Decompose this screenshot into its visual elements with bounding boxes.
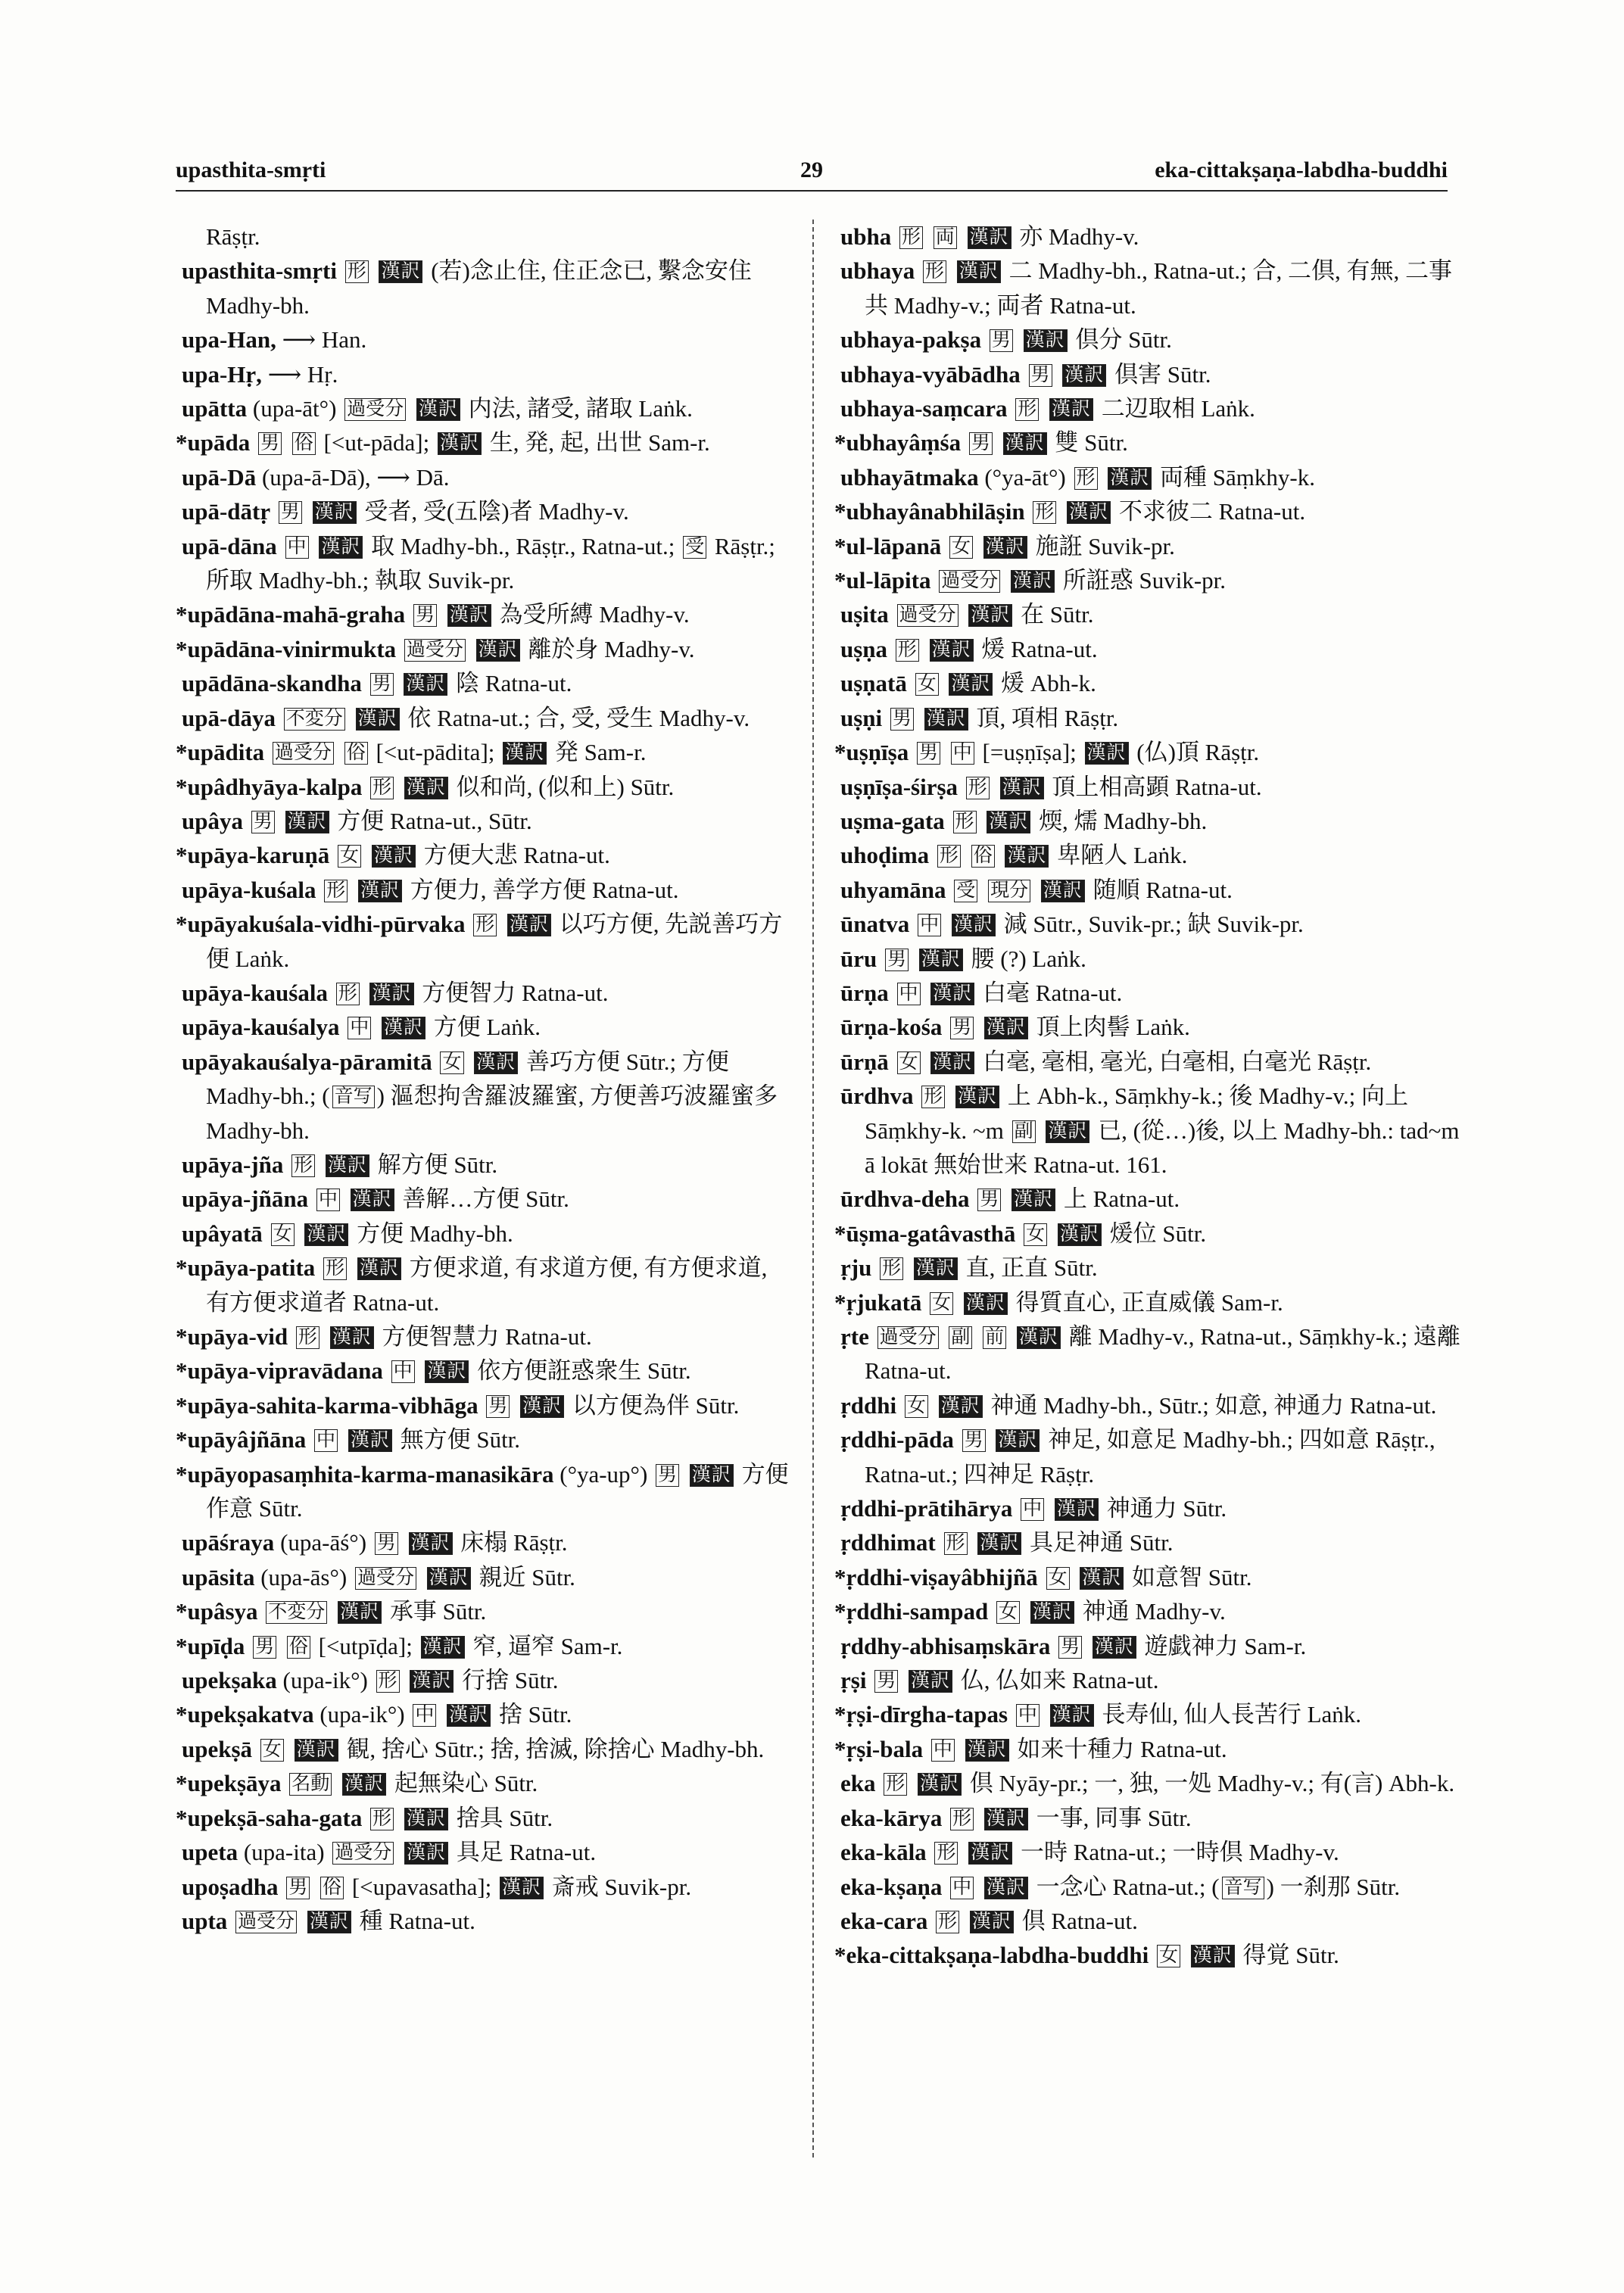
- dictionary-entry: *ūṣma-gatâvasthā 女 漢訳 煖位 Sūtr.: [834, 1220, 1207, 1247]
- dictionary-entry: upāya-kauśalya 中 漢訳 方便 Laṅk.: [182, 1014, 541, 1041]
- dictionary-entry: upâyatā 女 漢訳 方便 Madhy-bh.: [182, 1220, 513, 1247]
- dictionary-entry: *ṛddhi-sampad 女 漢訳 神通 Madhy-v.: [834, 1598, 1226, 1625]
- page-number: 29: [800, 157, 823, 182]
- dictionary-entry: uṣṇīṣa-śirṣa 形 漢訳 頂上相高顕 Ratna-ut.: [840, 773, 1262, 800]
- dictionary-entry: upasthita-smṛti 形 漢訳 (若)念止住, 住正念已, 繫念安住 Madhy-bh.: [182, 257, 752, 319]
- dictionary-entry: uhoḍima 形 俗 漢訳 卑陋人 Laṅk.: [840, 842, 1188, 869]
- dictionary-entry: *upekṣāya 名動 漢訳 起無染心 Sūtr.: [176, 1770, 538, 1797]
- dictionary-entry: *ubhayânabhilāṣin 形 漢訳 不求彼二 Ratna-ut.: [834, 498, 1306, 525]
- dictionary-entry: eka-kṣaṇa 中 漢訳 一念心 Ratna-ut.; ( 音写 ) 一刹那 Sūtr.: [840, 1873, 1401, 1900]
- dictionary-entry: *upādāna-vinirmukta 過受分 漢訳 離於身 Madhy-v.: [176, 635, 695, 662]
- dictionary-entry: *ul-lāpita 過受分 漢訳 所誑惑 Suvik-pr.: [834, 567, 1227, 594]
- dictionary-entry: eka-kāla 形 漢訳 一時 Ratna-ut.; 一時倶 Madhy-v.: [840, 1839, 1339, 1866]
- dictionary-entry: *upāyopasaṃhita-karma-manasikāra (°ya-up°) 男 漢訳 方便作意 Sūtr.: [176, 1460, 789, 1522]
- dictionary-entry: *ṛjukatā 女 漢訳 得質直心, 正直威儀 Sam-r.: [834, 1288, 1283, 1316]
- dictionary-entry: *upekṣakatva (upa-ik°) 中 漢訳 捨 Sūtr.: [176, 1701, 572, 1728]
- dictionary-entry: *upīḍa 男 俗 [<utpīḍa]; 漢訳 窄, 逼窄 Sam-r.: [176, 1632, 623, 1659]
- dictionary-entry: upā-Dā (upa-ā-Dā), ⟶ Dā.: [182, 463, 450, 491]
- dictionary-entry: upekṣā 女 漢訳 観, 捨心 Sūtr.; 捨, 捨滅, 除捨心 Madhy-bh.: [182, 1735, 765, 1762]
- dictionary-entry: upa-Han, ⟶ Han.: [182, 326, 367, 354]
- dictionary-entry: upāsita (upa-ās°) 過受分 漢訳 親近 Sūtr.: [182, 1563, 575, 1590]
- dictionary-entry: uṣṇa 形 漢訳 煖 Ratna-ut.: [840, 635, 1098, 662]
- dictionary-entry: upā-dāya 不変分 漢訳 依 Ratna-ut.; 合, 受, 受生 Madhy-v.: [182, 704, 750, 731]
- dictionary-entry: ṛddhimat 形 漢訳 具足神通 Sūtr.: [840, 1529, 1174, 1556]
- dictionary-entry: ṛddhi-pāda 男 漢訳 神足, 如意足 Madhy-bh.; 四如意 Rāṣṭr., Ratna-ut.; 四神足 Rāṣṭr.: [840, 1426, 1435, 1488]
- dictionary-entry: *upâsya 不変分 漢訳 承事 Sūtr.: [176, 1598, 487, 1625]
- dictionary-entry: ubhaya 形 漢訳 二 Madhy-bh., Ratna-ut.; 合, 二倶, 有無, 二事共 Madhy-v.; 両者 Ratna-ut.: [840, 257, 1453, 319]
- dictionary-entry: upā-dātṛ 男 漢訳 受者, 受(五陰)者 Madhy-v.: [182, 498, 629, 525]
- dictionary-entry: *upekṣā-saha-gata 形 漢訳 捨具 Sūtr.: [176, 1804, 553, 1831]
- dictionary-entry: upātta (upa-āt°) 過受分 漢訳 内法, 諸受, 諸取 Laṅk.: [182, 395, 693, 422]
- dictionary-entry: ūnatva 中 漢訳 減 Sūtr., Suvik-pr.; 缺 Suvik-pr.: [840, 911, 1304, 938]
- dictionary-entry: *upāya-vid 形 漢訳 方便智慧力 Ratna-ut.: [176, 1323, 592, 1350]
- dictionary-entry: eka-kārya 形 漢訳 一事, 同事 Sūtr.: [840, 1804, 1192, 1831]
- dictionary-entry: upāya-kuśala 形 漢訳 方便力, 善学方便 Ratna-ut.: [182, 876, 679, 903]
- dictionary-entry: upāya-kauśala 形 漢訳 方便智力 Ratna-ut.: [182, 979, 609, 1006]
- dictionary-entry: ṛddhi-prātihārya 中 漢訳 神通力 Sūtr.: [840, 1495, 1227, 1522]
- dictionary-entry: *uṣṇīṣa 男 中 [=uṣṇīṣa]; 漢訳 (仏)頂 Rāṣṭr.: [834, 739, 1260, 766]
- dictionary-entry: *ṛṣi-dīrgha-tapas 中 漢訳 長寿仙, 仙人長苦行 Laṅk.: [834, 1701, 1362, 1728]
- dictionary-entry: *upādita 過受分 俗 [<ut-pādita]; 漢訳 発 Sam-r.: [176, 739, 647, 766]
- dictionary-entry: eka 形 漢訳 倶 Nyāy-pr.; 一, 独, 一処 Madhy-v.; 有(言) Abh-k.: [840, 1770, 1455, 1797]
- dictionary-entry: eka-cara 形 漢訳 倶 Ratna-ut.: [840, 1907, 1138, 1934]
- dictionary-entry: uṣṇatā 女 漢訳 煖 Abh-k.: [840, 670, 1096, 697]
- dictionary-entry: upāyakauśalya-pāramitā 女 漢訳 善巧方便 Sūtr.; 方便 Madhy-bh.; ( 音写 ) 漚惒拘舎羅波羅蜜, 方便善巧波羅蜜多 Madhy-bh.: [182, 1048, 778, 1144]
- dictionary-entry: *ubhayâṃśa 男 漢訳 雙 Sūtr.: [834, 429, 1128, 456]
- dictionary-entry: upāśraya (upa-āś°) 男 漢訳 床榻 Rāṣṭr.: [182, 1529, 568, 1556]
- dictionary-entry: uhyamāna 受 現分 漢訳 随順 Ratna-ut.: [840, 876, 1233, 903]
- dictionary-entry: uṣita 過受分 漢訳 在 Sūtr.: [840, 601, 1094, 628]
- dictionary-entry: *ṛddhi-viṣayâbhijñā 女 漢訳 如意智 Sūtr.: [834, 1563, 1252, 1590]
- dictionary-entry: uṣṇi 男 漢訳 頂, 項相 Rāṣṭr.: [840, 704, 1119, 731]
- dictionary-entry: ubhaya-saṃcara 形 漢訳 二辺取相 Laṅk.: [840, 395, 1255, 422]
- dictionary-entry: ūru 男 漢訳 腰 (?) Laṅk.: [840, 945, 1086, 972]
- dictionary-entry: uṣma-gata 形 漢訳 煗, 燸 Madhy-bh.: [840, 807, 1208, 834]
- dictionary-entry: *upāya-vipravādana 中 漢訳 依方便誑惑衆生 Sūtr.: [176, 1357, 691, 1385]
- dictionary-entry: *upāda 男 俗 [<ut-pāda]; 漢訳 生, 発, 起, 出世 Sam-r.: [176, 429, 710, 456]
- left-column: [176, 220, 796, 1938]
- dictionary-entry: *upâdhyāya-kalpa 形 漢訳 似和尚, (似和上) Sūtr.: [176, 773, 675, 800]
- dictionary-entry: upekṣaka (upa-ik°) 形 漢訳 行捨 Sūtr.: [182, 1667, 559, 1694]
- dictionary-entry: ubhaya-pakṣa 男 漢訳 倶分 Sūtr.: [840, 326, 1172, 354]
- dictionary-entry: upā-dāna 中 漢訳 取 Madhy-bh., Rāṣṭr., Ratna-ut.; 受 Rāṣṭr.; 所取 Madhy-bh.; 執取 Suvik-pr.: [182, 532, 775, 594]
- running-head-right: eka-cittakṣaṇa-labdha-buddhi: [1155, 157, 1448, 182]
- dictionary-entry: upoṣadha 男 俗 [<upavasatha]; 漢訳 斎戒 Suvik-pr.: [182, 1873, 692, 1900]
- dictionary-entry: ṛṣi 男 漢訳 仏, 仏如来 Ratna-ut.: [840, 1667, 1159, 1694]
- dictionary-entry: ūrṇa 中 漢訳 白毫 Ratna-ut.: [840, 979, 1123, 1006]
- dictionary-entry: ūrdhva 形 漢訳 上 Abh-k., Sāṃkhy-k.; 後 Madhy-v.; 向上 Sāṃkhy-k. ~m 副 漢訳 已, (從…)後, 以上 Madhy-bh.: tad~m ā lokāt 無始世来 Ratna-ut. 161.: [840, 1083, 1460, 1178]
- dictionary-entry: *upāyâjñāna 中 漢訳 無方便 Sūtr.: [176, 1426, 521, 1453]
- dictionary-entry: ūrṇa-kośa 男 漢訳 頂上肉髻 Laṅk.: [840, 1014, 1190, 1041]
- dictionary-entry: upāya-jñāna 中 漢訳 善解…方便 Sūtr.: [182, 1185, 569, 1213]
- dictionary-entry: *eka-cittakṣaṇa-labdha-buddhi 女 漢訳 得覚 Sūtr.: [834, 1942, 1339, 1969]
- dictionary-entry: ṛddhi 女 漢訳 神通 Madhy-bh., Sūtr.; 如意, 神通力 Ratna-ut.: [840, 1391, 1437, 1419]
- dictionary-entry: upa-Hṛ, ⟶ Hṛ.: [182, 360, 338, 388]
- dictionary-entry: ubhayātmaka (°ya-āt°) 形 漢訳 両種 Sāṃkhy-k.: [840, 463, 1315, 491]
- dictionary-entry: upeta (upa-ita) 過受分 漢訳 具足 Ratna-ut.: [182, 1839, 597, 1866]
- dictionary-entry: ūrṇā 女 漢訳 白毫, 毫相, 毫光, 白毫相, 白毫光 Rāṣṭr.: [840, 1048, 1372, 1075]
- dictionary-entry: ṛte 過受分 副 前 漢訳 離 Madhy-v., Ratna-ut., Sāṃkhy-k.; 遠離 Ratna-ut.: [840, 1323, 1460, 1385]
- dictionary-entry: upâya 男 漢訳 方便 Ratna-ut., Sūtr.: [182, 807, 532, 834]
- dictionary-entry: *upāya-patita 形 漢訳 方便求道, 有求道方便, 有方便求道, 有方便求道者 Ratna-ut.: [176, 1254, 768, 1316]
- dictionary-entry: *upāya-karuṇā 女 漢訳 方便大悲 Ratna-ut.: [176, 842, 610, 869]
- page-header: [176, 155, 1448, 192]
- dictionary-entry: upāya-jña 形 漢訳 解方便 Sūtr.: [182, 1151, 498, 1178]
- dictionary-entry: *upādāna-mahā-graha 男 漢訳 為受所縛 Madhy-v.: [176, 601, 690, 628]
- dictionary-entry: upādāna-skandha 男 漢訳 陰 Ratna-ut.: [182, 670, 572, 697]
- dictionary-entry: *ul-lāpanā 女 漢訳 施誑 Suvik-pr.: [834, 532, 1175, 559]
- dictionary-entry: ṛju 形 漢訳 直, 正直 Sūtr.: [840, 1254, 1098, 1282]
- column-divider: [812, 220, 814, 2157]
- dictionary-entry: Rāṣṭr.: [206, 223, 260, 250]
- dictionary-entry: ūrdhva-deha 男 漢訳 上 Ratna-ut.: [840, 1185, 1180, 1213]
- running-head-left: upasthita-smṛti: [176, 157, 326, 182]
- dictionary-entry: upta 過受分 漢訳 種 Ratna-ut.: [182, 1907, 475, 1934]
- dictionary-entry: ubhaya-vyābādha 男 漢訳 倶害 Sūtr.: [840, 360, 1211, 388]
- dictionary-entry: ubha 形 両 漢訳 亦 Madhy-v.: [840, 223, 1139, 250]
- dictionary-entry: *upāya-sahita-karma-vibhāga 男 漢訳 以方便為伴 Sūtr.: [176, 1391, 740, 1419]
- right-column: [834, 220, 1463, 1973]
- dictionary-entry: ṛddhy-abhisaṃskāra 男 漢訳 遊戯神力 Sam-r.: [840, 1632, 1307, 1659]
- dictionary-entry: *upāyakuśala-vidhi-pūrvaka 形 漢訳 以巧方便, 先説善巧方便 Laṅk.: [176, 911, 783, 972]
- dictionary-entry: *ṛṣi-bala 中 漢訳 如来十種力 Ratna-ut.: [834, 1735, 1227, 1762]
